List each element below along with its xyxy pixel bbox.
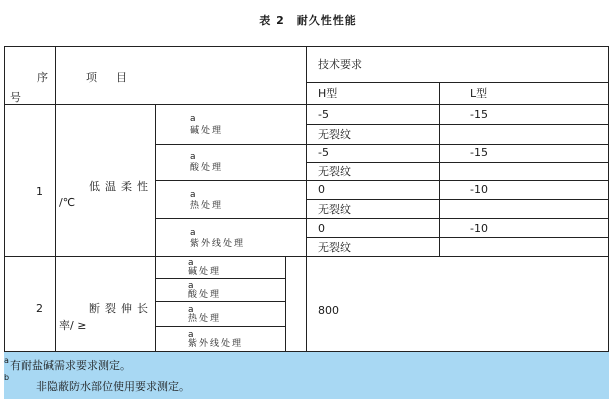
row2-item-unit: 率/ ≥ [59,319,87,332]
row-divider [155,144,609,145]
row1-treat1-label: 碱处理 [190,126,224,136]
col-divider [55,46,56,352]
row1-treat2-l: -15 [470,146,488,159]
row-divider [155,301,285,302]
row2-seq: 2 [36,302,43,315]
col-divider [439,82,440,256]
header-divider [306,82,609,83]
row1-seq: 1 [36,185,43,198]
header-h-type: H型 [318,87,338,100]
row1-treat3-l: -10 [470,183,488,196]
row2-value: 800 [318,304,339,317]
table-right-border [608,46,609,352]
row2-treat1-label: 碱处理 [188,267,222,277]
row2-item: 断裂伸长 [89,302,153,315]
table-title: 表 2 耐久性性能 [259,14,357,27]
row2-treat3-label: 热处理 [188,314,222,324]
footnotes [4,352,609,399]
note-b-text: 非隐蔽防水部位使用要求测定。 [36,380,190,393]
note-a-sup: a [4,356,9,365]
col-divider [285,256,286,352]
row-divider [155,326,285,327]
header-seq-top: 序 [37,71,48,84]
row-divider [306,162,609,163]
row1-treat1-result: 无裂纹 [318,128,351,141]
row1-treat1-l: -15 [470,108,488,121]
header-tech-req: 技术要求 [318,58,362,71]
row1-treat4-sup: a [190,228,196,238]
row1-treat2-sup: a [190,152,196,162]
row1-treat1-sup: a [190,114,196,124]
row2-treat2-label: 酸处理 [188,290,222,300]
header-l-type: L型 [470,87,488,100]
row2-treat4-sup: a [188,330,194,340]
row1-treat2-h: -5 [318,146,329,159]
row2-treat4-label: 紫外线处理 [188,339,244,349]
col-divider [306,46,307,352]
row2-treat2-sup: a [188,281,194,291]
row-divider [306,199,609,200]
header-item: 项 目 [86,71,131,84]
row1-treat1-h: -5 [318,108,329,121]
row1-treat4-result: 无裂纹 [318,241,351,254]
row1-treat2-result: 无裂纹 [318,165,351,178]
row-divider [155,180,609,181]
row1-item: 低温柔性 [89,180,153,193]
row1-treat4-label: 紫外线处理 [190,239,246,249]
row1-treat3-sup: a [190,190,196,200]
row-divider [155,218,609,219]
col-divider [155,104,156,352]
note-a-text: 有耐盐碱需求要求测定。 [10,359,131,372]
row1-treat4-l: -10 [470,222,488,235]
row1-treat4-h: 0 [318,222,325,235]
row1-treat2-label: 酸处理 [190,163,224,173]
row-divider [155,278,285,279]
header-seq-bottom: 号 [10,91,21,104]
row1-item-unit: /℃ [59,196,76,209]
row-divider [306,124,609,125]
row1-treat3-result: 无裂纹 [318,203,351,216]
note-b-sup: b [4,373,10,382]
row2-treat3-sup: a [188,305,194,315]
row-divider [306,237,609,238]
table-left-border [4,46,5,352]
row1-treat3-label: 热处理 [190,201,224,211]
row1-treat3-h: 0 [318,183,325,196]
row2-treat1-sup: a [188,258,194,268]
